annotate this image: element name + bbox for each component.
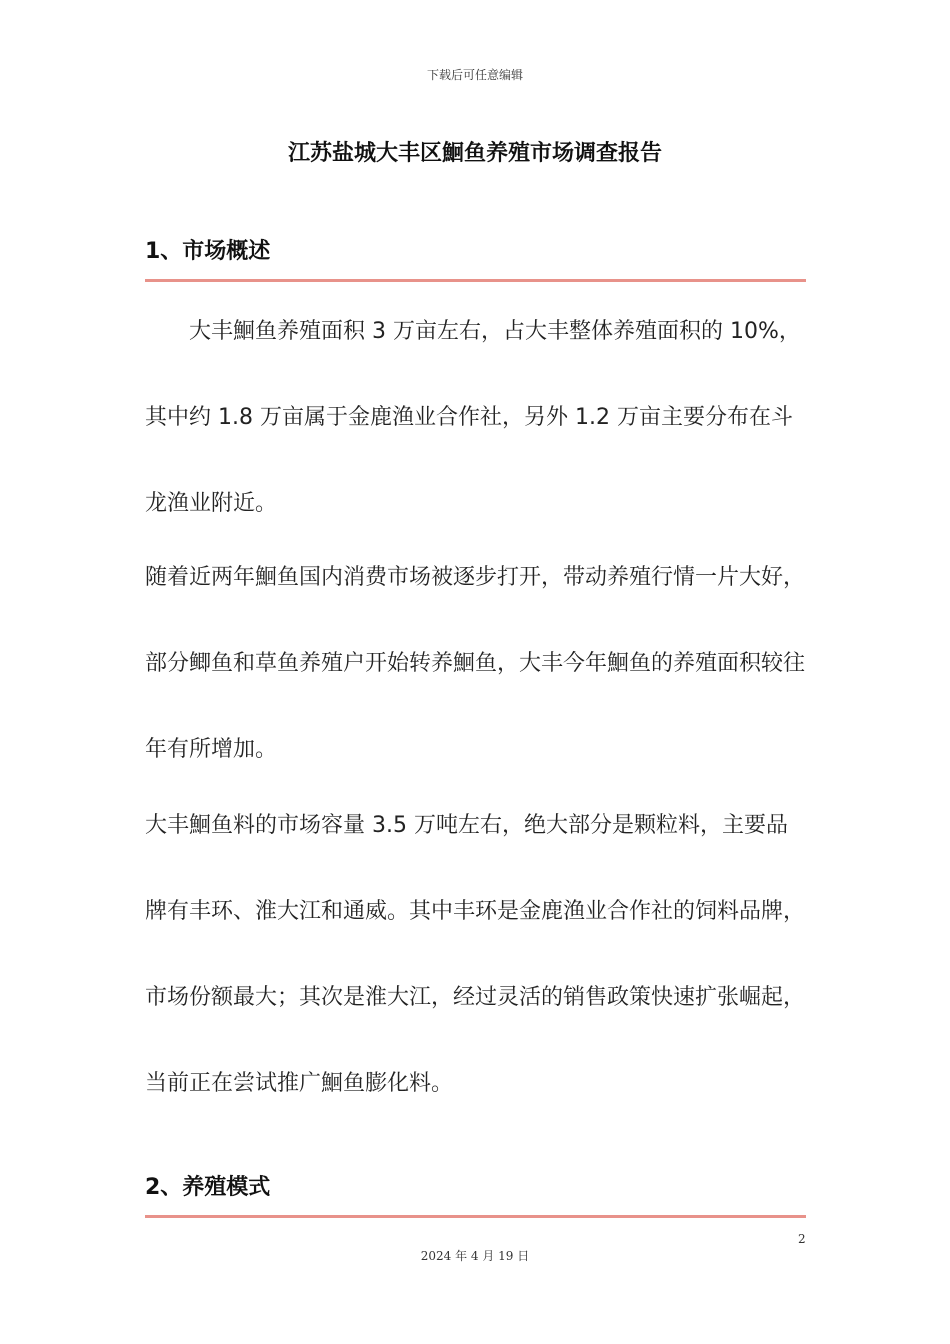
section-divider xyxy=(145,1215,806,1218)
section-heading-farming-mode: 2、养殖模式 xyxy=(145,1175,271,1200)
paragraph-cultivation-area: 大丰鮰鱼养殖面积 3 万亩左右，占大丰整体养殖面积的 10%，其中约 1.8 万亩属于金鹿渔业合作社，另外 1.2 万亩主要分布在斗龙渔业附近。 xyxy=(145,319,801,516)
page-number: 2 xyxy=(798,1232,806,1246)
footer-date: 2024 年 4 月 19 日 xyxy=(420,1249,530,1263)
section-heading-market-overview: 1、市场概述 xyxy=(145,239,271,264)
paragraph-feed-market: 大丰鮰鱼料的市场容量 3.5 万吨左右，绝大部分是颗粒料，主要品牌有丰环、淮大江和通威。其中丰环是金鹿渔业合作社的饲料品牌，市场份额最大；其次是淮大江，经过灵活的销售政策快速扩张崛起，当前正在尝试推广鮰鱼膨化料。 xyxy=(145,813,806,1096)
header-note: 下载后可任意编辑 xyxy=(426,68,523,82)
document-title: 江苏盐城大丰区鮰鱼养殖市场调查报告 xyxy=(287,141,662,166)
section-divider xyxy=(145,279,806,282)
paragraph-market-trend: 随着近两年鮰鱼国内消费市场被逐步打开，带动养殖行情一片大好，部分鲫鱼和草鱼养殖户开始转养鮰鱼，大丰今年鮰鱼的养殖面积较往年有所增加。 xyxy=(145,565,806,762)
